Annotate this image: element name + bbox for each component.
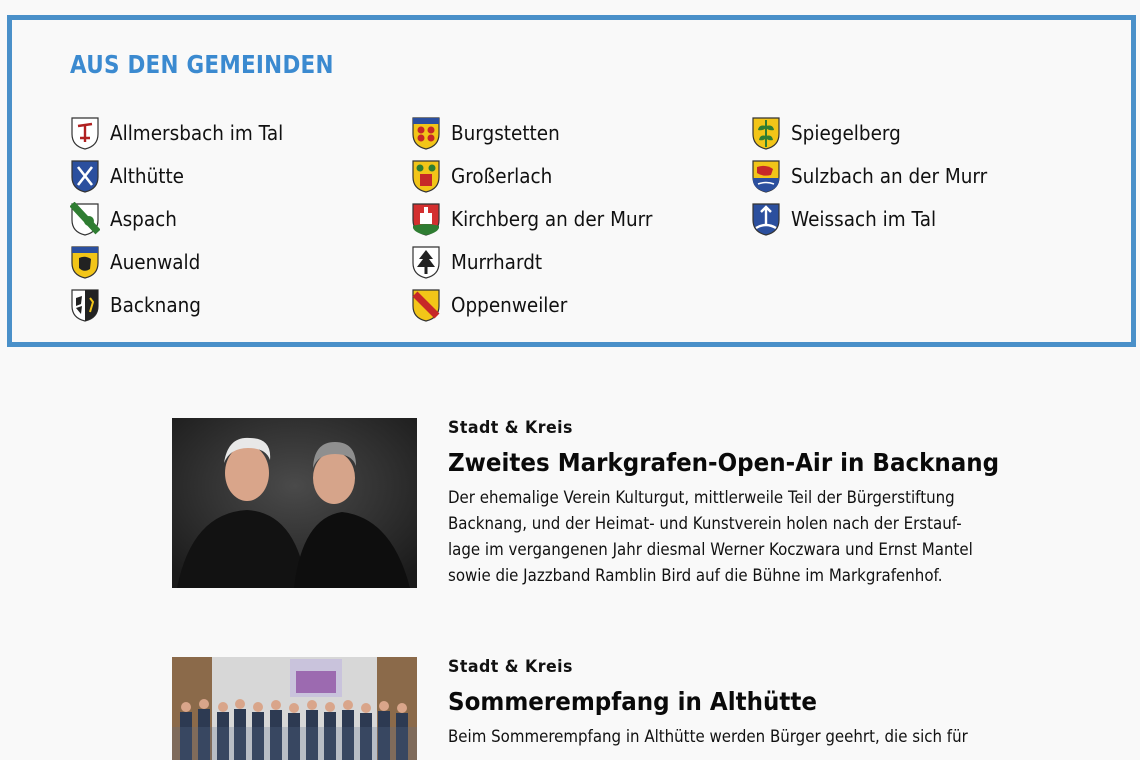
community-name: Kirchberg an der Murr: [451, 206, 653, 231]
article-teaser-text: Beim Sommerempfang in Althütte werden Bürger geehrt, die sich für: [448, 727, 968, 746]
kirchberg-crest-icon: [411, 202, 441, 236]
community-link-althuette[interactable]: [70, 155, 298, 198]
community-link-allmersbach[interactable]: [70, 112, 298, 155]
article-teaser-card: [172, 418, 1000, 608]
article-teaser-text: Der ehemalige Verein Kulturgut, mittlerweile Teil der Bürgerstiftung Backnang, und der Heimat- und Kunstverein holen nach der Erstauf-lage im vergangenen Jahr diesmal Werner Koczwara und Ernst Mantel sowie die Jazzband Ramblin Bird auf die Bühne im Markgrafenhof.: [448, 488, 973, 585]
community-link-murrhardt[interactable]: [411, 240, 670, 283]
community-name: Althütte: [110, 164, 184, 189]
community-name: Burgstetten: [451, 121, 560, 146]
communities-column-2: [411, 112, 670, 326]
community-name: Spiegelberg: [791, 121, 901, 146]
community-link-grosserlach[interactable]: [411, 155, 670, 198]
community-name: Allmersbach im Tal: [110, 121, 284, 146]
article-text: [448, 657, 988, 750]
article-text: [448, 418, 1000, 589]
weissach-crest-icon: [751, 202, 781, 236]
spiegelberg-crest-icon: [751, 116, 781, 150]
article-teaser-card: [172, 657, 992, 760]
community-link-aspach[interactable]: [70, 198, 298, 241]
community-link-sulzbach[interactable]: [751, 155, 1004, 198]
communities-column-1: [70, 112, 298, 326]
community-link-burgstetten[interactable]: [411, 112, 670, 155]
community-link-auenwald[interactable]: [70, 240, 298, 283]
community-name: Auenwald: [110, 249, 201, 274]
community-link-backnang[interactable]: [70, 283, 298, 326]
althuette-crest-icon: [70, 159, 100, 193]
oppenweiler-crest-icon: [411, 288, 441, 322]
article-category: Stadt & Kreis: [448, 418, 573, 438]
aspach-crest-icon: [70, 202, 100, 236]
article-photo[interactable]: [172, 657, 417, 760]
backnang-crest-icon: [70, 288, 100, 322]
article-photo[interactable]: [172, 418, 417, 588]
auenwald-crest-icon: [70, 245, 100, 279]
community-name: Aspach: [110, 206, 177, 231]
article-headline-link[interactable]: Zweites Markgrafen-Open-Air in Backnang: [448, 448, 1000, 477]
article-category: Stadt & Kreis: [448, 657, 573, 677]
community-link-kirchberg[interactable]: [411, 198, 670, 241]
community-name: Oppenweiler: [451, 292, 568, 317]
communities-column-3: [751, 112, 1004, 240]
communities-title: AUS DEN GEMEINDEN: [70, 50, 334, 79]
communities-box: [7, 15, 1136, 347]
community-name: Backnang: [110, 292, 201, 317]
community-name: Murrhardt: [451, 249, 543, 274]
allmersbach-crest-icon: [70, 116, 100, 150]
grosserlach-crest-icon: [411, 159, 441, 193]
community-link-spiegelberg[interactable]: [751, 112, 1004, 155]
community-name: Großerlach: [451, 164, 553, 189]
community-link-oppenweiler[interactable]: [411, 283, 670, 326]
sulzbach-crest-icon: [751, 159, 781, 193]
community-link-weissach[interactable]: [751, 198, 1004, 241]
community-name: Weissach im Tal: [791, 206, 937, 231]
burgstetten-crest-icon: [411, 116, 441, 150]
article-headline-link[interactable]: Sommerempfang in Althütte: [448, 687, 817, 716]
murrhardt-crest-icon: [411, 245, 441, 279]
community-name: Sulzbach an der Murr: [791, 164, 988, 189]
